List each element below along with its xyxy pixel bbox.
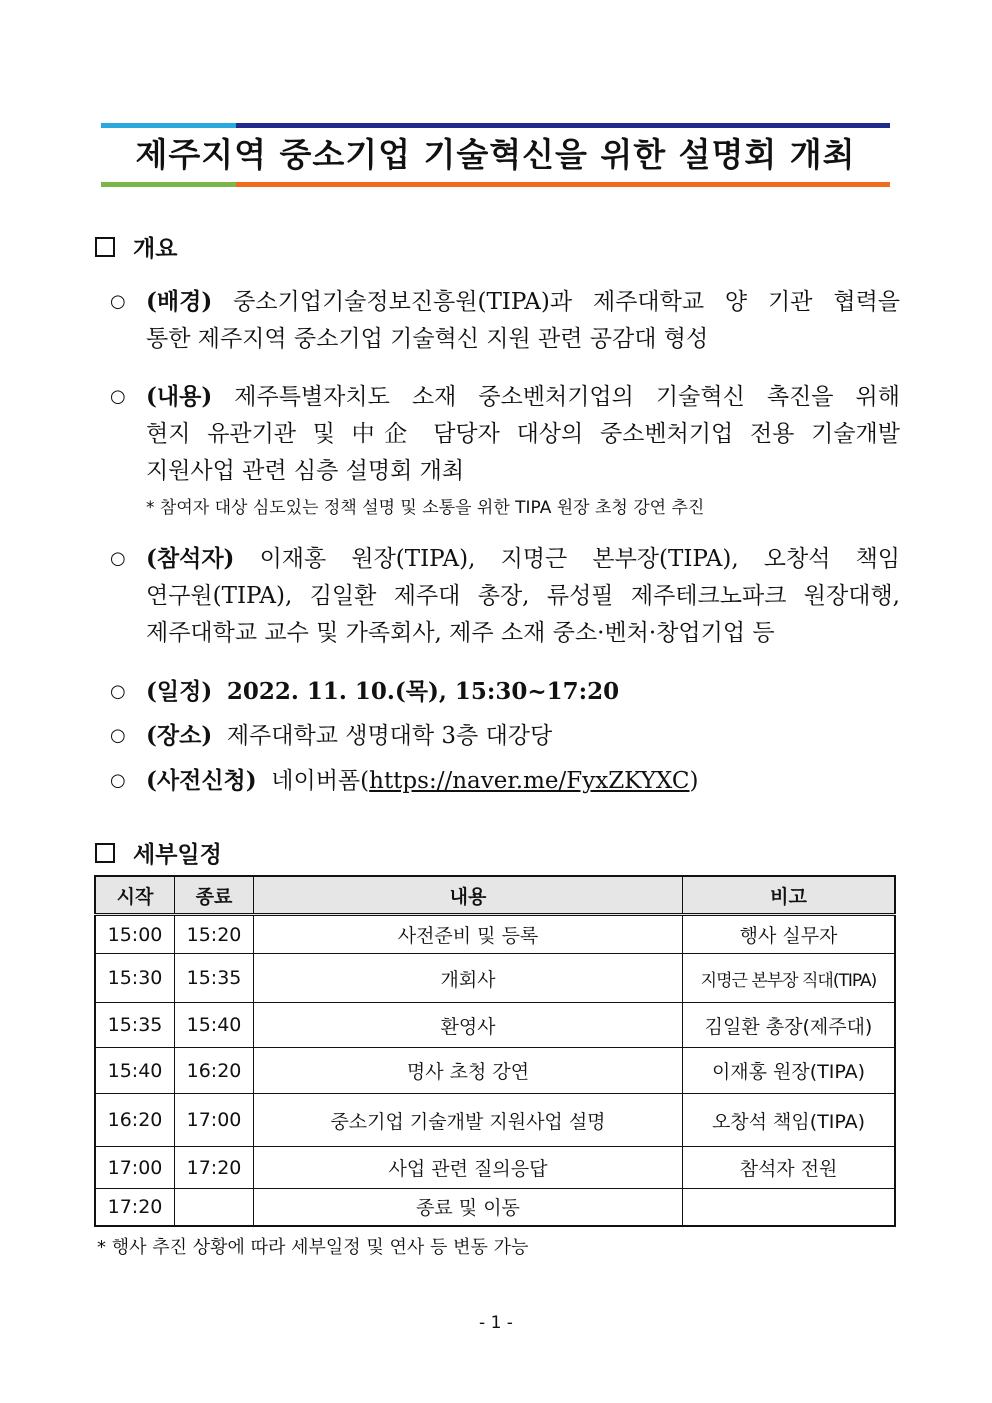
circle-bullet-icon: ○ [110, 681, 126, 702]
item-label: (배경) [146, 288, 213, 315]
cell-end: 16:20 [175, 1048, 254, 1094]
cell-content: 환영사 [254, 1003, 683, 1048]
cell-note [683, 1189, 896, 1226]
table-row [95, 954, 895, 1003]
circle-bullet-icon: ○ [110, 770, 126, 791]
item-line: 연구원(TIPA), 김일환 제주대 총장, 류성필 제주테크노파크 원장대행, [146, 583, 900, 609]
cell-content: 중소기업 기술개발 지원사업 설명 [254, 1094, 683, 1147]
circle-bullet-icon: ○ [110, 386, 126, 407]
cell-content: 사전준비 및 등록 [254, 915, 683, 954]
schedule-table [94, 875, 896, 1227]
schedule-heading-text: 세부일정 [133, 842, 222, 868]
item-line: 현지 유관기관 및 中企 담당자 대상의 중소벤처기업 전용 기술개발 [146, 421, 900, 447]
cell-end: 15:35 [175, 954, 254, 1003]
item-label: (일정) [146, 678, 213, 705]
table-row [95, 1147, 895, 1189]
cell-note: 참석자 전원 [683, 1147, 896, 1189]
item-line: 제주대학교 교수 및 가족회사, 제주 소재 중소·벤처·창업기업 등 [146, 620, 775, 646]
schedule-footnote: * 행사 추진 상황에 따라 세부일정 및 연사 등 변동 가능 [97, 1237, 529, 1258]
cell-end [175, 1189, 254, 1226]
cell-start: 17:00 [95, 1147, 175, 1189]
item-line: 통한 제주지역 중소기업 기술혁신 지원 관련 공감대 형성 [146, 326, 709, 352]
cell-note: 행사 실무자 [683, 915, 896, 954]
column-header: 종료 [175, 876, 254, 915]
item-line: 제주특별자치도 소재 중소벤처기업의 기술혁신 촉진을 위해 [234, 384, 900, 410]
title-top-bar [101, 123, 890, 128]
cell-start: 15:30 [95, 954, 175, 1003]
item-line: 지원사업 관련 심층 설명회 개최 [146, 458, 465, 484]
cell-note: 김일환 총장(제주대) [683, 1003, 896, 1048]
cell-start: 17:20 [95, 1189, 175, 1226]
checkbox-icon [95, 237, 115, 257]
schedule-heading [95, 836, 222, 869]
cell-end: 17:20 [175, 1147, 254, 1189]
overview-heading [95, 230, 177, 263]
checkbox-icon [95, 843, 115, 863]
cell-content: 사업 관련 질의응답 [254, 1147, 683, 1189]
table-header-row [95, 876, 895, 915]
cell-content: 개회사 [254, 954, 683, 1003]
cell-end: 15:40 [175, 1003, 254, 1048]
column-header: 시작 [95, 876, 175, 915]
cell-content: 명사 초청 강연 [254, 1048, 683, 1094]
overview-heading-text: 개요 [133, 236, 178, 262]
cell-note: 오창석 책임(TIPA) [683, 1094, 896, 1147]
cell-start: 15:35 [95, 1003, 175, 1048]
table-row [95, 1189, 895, 1226]
cell-content: 종료 및 이동 [254, 1189, 683, 1226]
cell-note: 지명근 본부장 직대(TIPA) [683, 954, 896, 1003]
cell-start: 15:00 [95, 915, 175, 954]
circle-bullet-icon: ○ [110, 291, 126, 312]
cell-end: 17:00 [175, 1094, 254, 1147]
item-label: (내용) [146, 383, 213, 410]
title-bottom-bar [101, 182, 890, 187]
circle-bullet-icon: ○ [110, 548, 126, 569]
cell-note: 이재홍 원장(TIPA) [683, 1048, 896, 1094]
item-label: (참석자) [146, 545, 235, 572]
document-title: 제주지역 중소기업 기술혁신을 위한 설명회 개최 [135, 135, 856, 174]
content-note: * 참여자 대상 심도있는 정책 설명 및 소통을 위한 TIPA 원장 초청 강연 추진 [146, 498, 705, 518]
item-suffix: ) [689, 768, 699, 794]
table-row [95, 1003, 895, 1048]
table-row [95, 1094, 895, 1147]
column-header: 내용 [254, 876, 683, 915]
cell-start: 15:40 [95, 1048, 175, 1094]
item-label: (장소) [146, 722, 213, 749]
item-line: 2022. 11. 10.(목), 15:30~17:20 [226, 678, 620, 705]
page-number: - 1 - [479, 1313, 513, 1333]
circle-bullet-icon: ○ [110, 725, 126, 746]
table-row [95, 1048, 895, 1094]
cell-start: 16:20 [95, 1094, 175, 1147]
item-line: 제주대학교 생명대학 3층 대강당 [226, 723, 553, 749]
item-line: 중소기업기술정보진흥원(TIPA)과 제주대학교 양 기관 협력을 [233, 289, 900, 315]
item-line: 네이버폼( [271, 768, 370, 794]
column-header: 비고 [683, 876, 896, 915]
item-label: (사전신청) [146, 767, 257, 794]
item-line: 이재홍 원장(TIPA), 지명근 본부장(TIPA), 오창석 책임 [259, 546, 901, 572]
table-row [95, 915, 895, 954]
cell-end: 15:20 [175, 915, 254, 954]
registration-link[interactable]: https://naver.me/FyxZKYXC [369, 768, 690, 794]
